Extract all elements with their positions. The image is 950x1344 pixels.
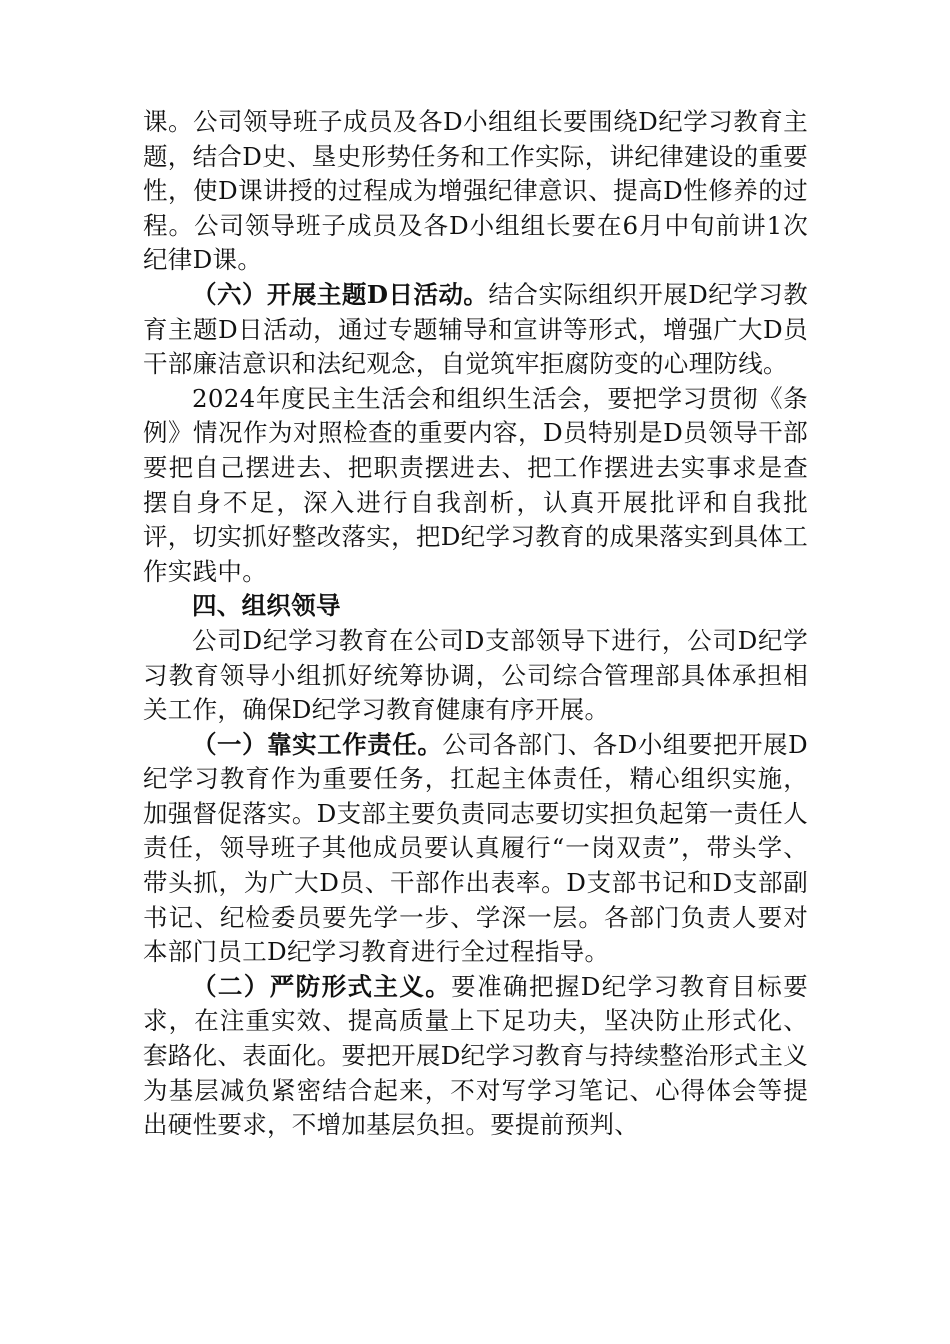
paragraph-2-lead: （六）开展主题D日活动。: [192, 279, 489, 309]
paragraph-6: [143, 728, 808, 970]
section-heading: 四、组织领导: [192, 591, 341, 621]
paragraph-6-body: 公司各部门、各D小组要把开展D纪学习教育作为重要任务，扛起主体责任，精心组织实施，加强督促落实。D支部主要负责同志要切实担负起第一责任人责任，领导班子其他成员要认真履行“一岗双责”，带头学、带头抓，为广大D员、干部作出表率。D支部书记和D支部副书记、纪检委员要先学一步、学深一层。各部门负责人要对本部门员工D纪学习教育进行全过程指导。: [143, 729, 809, 967]
paragraph-2: [143, 278, 808, 382]
paragraph-7: [143, 970, 808, 1143]
paragraph-1: 课。公司领导班子成员及各D小组组长要围绕D纪学习教育主题，结合D史、垦史形势任务和工作实际，讲纪律建设的重要性，使D课讲授的过程成为增强纪律意识、提高D性修养的过程。公司领导班子成员及各D小组组长要在6月中旬前讲1次纪律D课。: [143, 107, 808, 275]
paragraph-5: 公司D纪学习教育在公司D支部领导下进行，公司D纪学习教育领导小组抓好统筹协调，公司综合管理部具体承担相关工作，确保D纪学习教育健康有序开展。: [143, 625, 808, 725]
paragraph-3: 2024年度民主生活会和组织生活会，要把学习贯彻《条例》情况作为对照检查的重要内容，D员特别是D员领导干部要把自己摆进去、把职责摆进去、把工作摆进去实事求是查摆自身不足，深入进行自我剖析，认真开展批评和自我批评，切实抓好整改落实，把D纪学习教育的成果落实到具体工作实践中。: [143, 383, 808, 586]
paragraph-2-body: 结合实际组织开展D纪学习教育主题D日活动，通过专题辅导和宣讲等形式，增强广大D员干部廉洁意识和法纪观念，自觉筑牢拒腐防变的心理防线。: [143, 279, 808, 379]
paragraph-7-lead: （二）严防形式主义。: [192, 971, 452, 1001]
paragraph-7-body: 要准确把握D纪学习教育目标要求，在注重实效、提高质量上下足功夫，坚决防止形式化、套路化、表面化。要把开展D纪学习教育与持续整治形式主义为基层减负紧密结合起来，不对写学习笔记、心得体会等提出硬性要求，不增加基层负担。要提前预判、: [143, 971, 808, 1140]
paragraph-6-lead: （一）靠实工作责任。: [192, 729, 443, 759]
document-page: [143, 105, 808, 1143]
